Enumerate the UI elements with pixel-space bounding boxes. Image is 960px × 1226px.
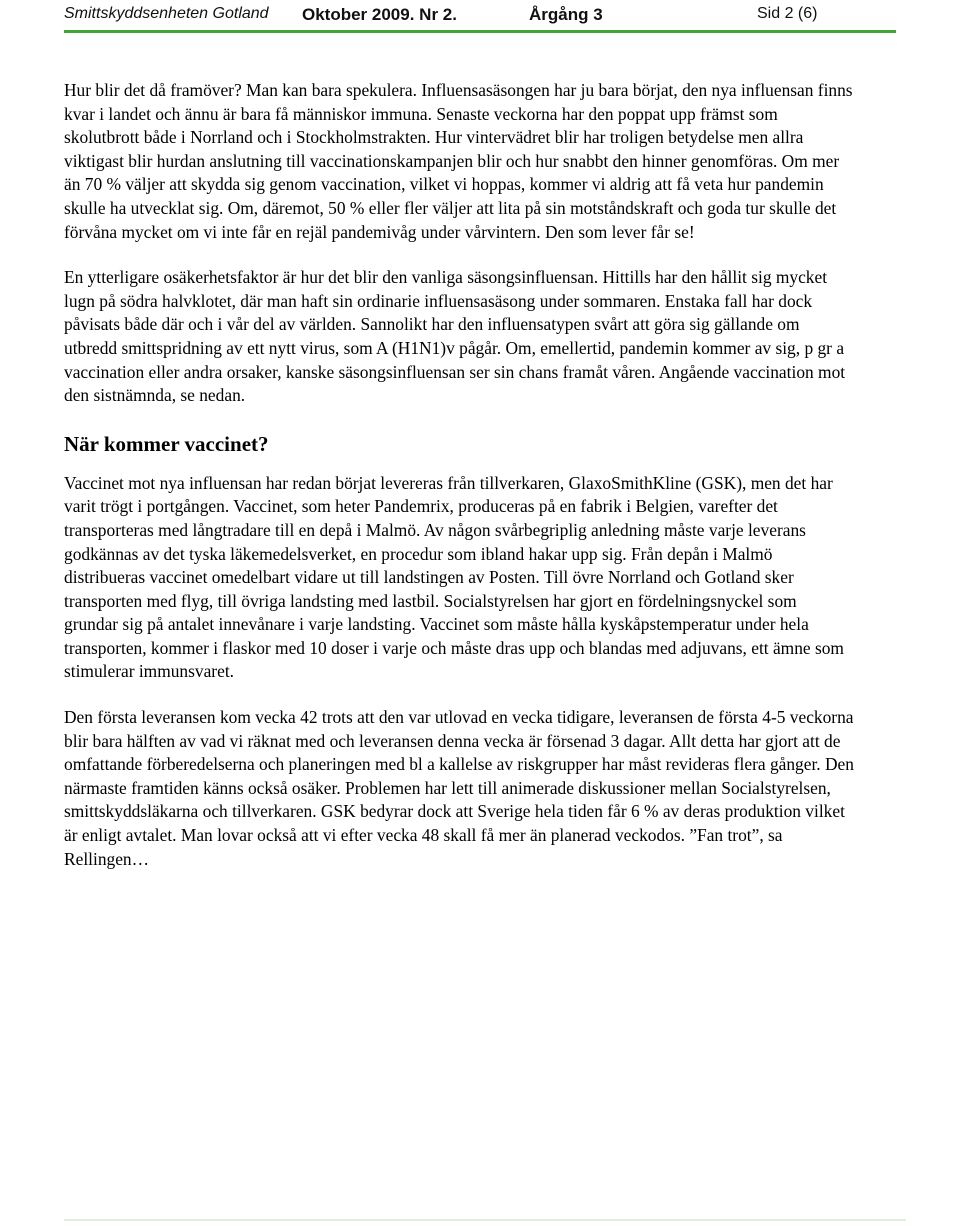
paragraph-vaccine-delivery: Vaccinet mot nya influensan har redan börjat levereras från tillverkaren, GlaxoSmithKline (GSK), men det har varit trögt i portgången. Vaccinet, som heter Pandemrix, produceras på en fabrik i Belgien, varefter det transporteras med långtradare till en depå i Malmö. Av någon svårbegriplig anledning måste varje leverans godkännas av det tyska läkemedelsverket, en procedur som ibland hakar upp sig. Från depån i Malmö distribueras vaccinet omedelbart vidare ut till landstingen av Posten. Till övre Norrland och Gotland sker transporten med flyg, till övriga landsting med lastbil. Socialstyrelsen har gjort en fördelningsnyckel som grundar sig på antalet innevånare i varje landsting. Vaccinet som måste hålla kyskåpstemperatur under hela transporten, kommer i flaskor med 10 doser i varje och måste dras upp och blandas med adjuvans, ett ämne som stimulerar immunsvaret.: [64, 472, 844, 682]
header-issue: Oktober 2009. Nr 2.: [302, 5, 457, 24]
header-organization: Smittskyddsenheten Gotland: [64, 5, 269, 22]
header-volume: Årgång 3: [529, 5, 603, 24]
paragraph-outlook: Hur blir det då framöver? Man kan bara spekulera. Influensasäsongen har ju bara börjat, den nya influensan finns kvar i landet och ännu är bara få människor immuna. Senaste veckorna har den poppat upp främst som skolutbrott både i Norrland och i Stockholmstrakten. Hur vintervädret blir har troligen betydelse men allra viktigast blir hurdan anslutning till vaccinationskampanjen blir och hur snabbt den hinner genomföras. Om mer än 70 % väljer att skydda sig genom vaccination, vilket vi hoppas, kommer vi aldrig att få veta hur pandemin skulle ha utvecklat sig. Om, däremot, 50 % eller fler väljer att lita på sin motståndskraft och goda tur skulle det förvåna mycket om vi inte får en rejäl pandemivåg under vårvintern. Den som lever får se!: [64, 80, 853, 242]
paragraph-seasonal-flu: En ytterligare osäkerhetsfaktor är hur det blir den vanliga säsongsinfluensan. Hittills har den hållit sig mycket lugn på södra halvklotet, där man haft sin ordinarie influensasäsong under sommaren. Enstaka fall har dock påvisats både där och i vår del av världen. Sannolikt har den influensatypen svårt att göra sig gällande om utbredd smittspridning av ett nytt virus, som A (H1N1)v pågår. Om, emellertid, pandemin kommer av sig, p gr a vaccination eller andra orsaker, kanske säsongsinfluensan ser sin chans framåt våren. Angående vaccination mot den sistnämnda, se nedan.: [64, 267, 846, 406]
page-header: [64, 0, 896, 30]
paragraph-first-shipment: Den första leveransen kom vecka 42 trots att den var utlovad en vecka tidigare, leveransen de första 4-5 veckorna blir bara hälften av vad vi räknat med och leveransen denna vecka är försenad 3 dagar. Allt detta har gjort att de omfattande förberedelserna och planeringen med bl a kallelse av riskgrupper har måst revideras flera gånger. Den närmaste framtiden känns också osäker. Problemen har lett till animerade diskussioner mellan Socialstyrelsen, smittskyddsläkarna och tillverkaren. GSK bedyrar dock att Sverige hela tiden får 6 % av deras produktion vilket är enligt avtalet. Man lovar också att vi efter vecka 48 skall få mer än planerad veckodos. ”Fan trot”, sa Rellingen…: [64, 707, 854, 869]
header-page-number: Sid 2 (6): [757, 5, 818, 22]
article-body: [64, 79, 854, 893]
section-heading: När kommer vaccinet?: [64, 431, 269, 456]
header-divider: [64, 30, 896, 33]
footer-divider: [64, 1219, 906, 1221]
